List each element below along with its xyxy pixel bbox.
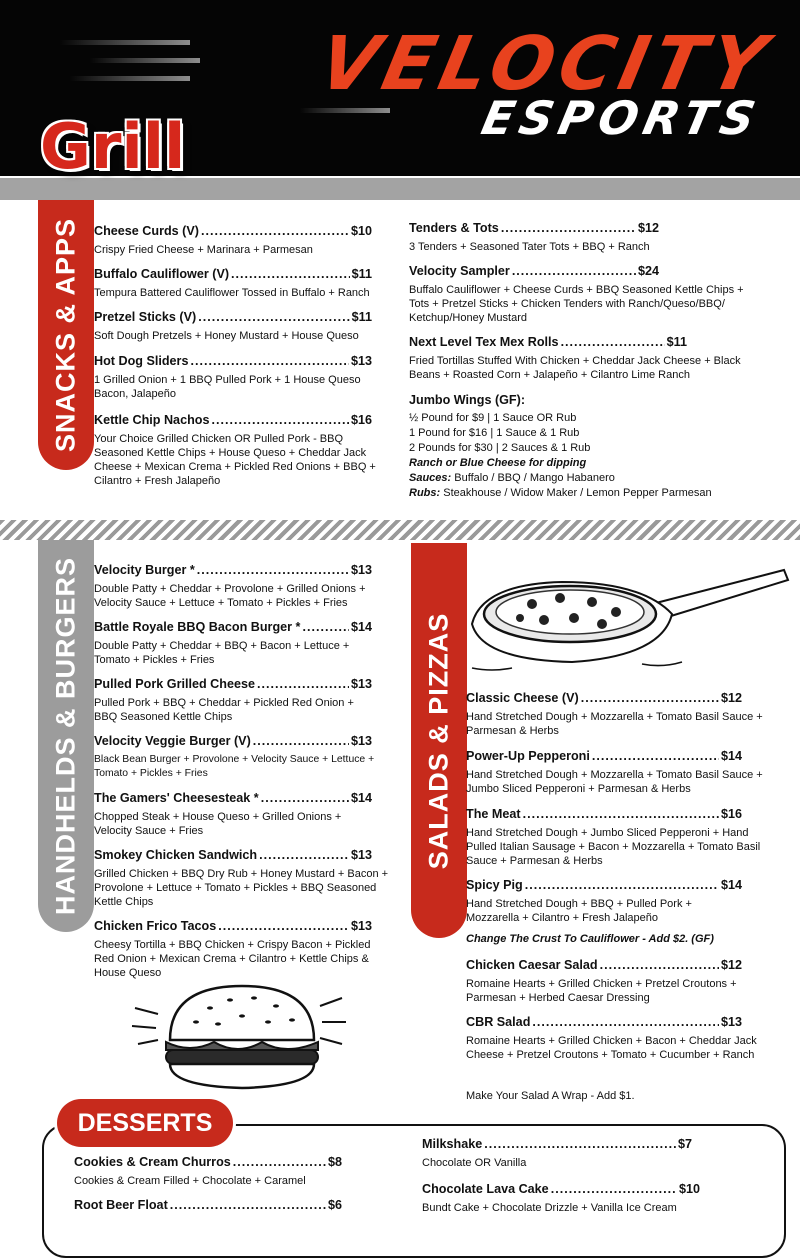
item-description: Fried Tortillas Stuffed With Chicken + Cheddar Jack Cheese + Black Beans + Roasted Corn + Jalapeño + Cilantro Lime Ranch xyxy=(409,355,741,381)
wings-option: ½ Pound for $9 | 1 Sauce OR Rub xyxy=(409,412,577,424)
section-banner-pizzas xyxy=(411,543,467,938)
menu-item xyxy=(466,690,766,738)
wrap-note: Make Your Salad A Wrap - Add $1. xyxy=(466,1090,635,1102)
menu-item xyxy=(94,266,384,300)
menu-item xyxy=(409,263,761,325)
item-description: Bundt Cake + Chocolate Drizzle + Vanilla Ice Cream xyxy=(422,1202,677,1214)
item-description: Cookies & Cream Filled + Chocolate + Caramel xyxy=(74,1175,306,1187)
item-price: $13 xyxy=(350,677,372,691)
item-price: $16 xyxy=(720,807,742,821)
item-description: Black Bean Burger + Provolone + Velocity Sauce + Lettuce + Tomato + Pickles + Fries xyxy=(94,754,375,779)
item-description: Your Choice Grilled Chicken OR Pulled Pork - BBQ Seasoned Kettle Chips + House Queso + Cheddar Jack Cheese + Mexican Crema + Pickled Red Onions + BBQ + Cilantro + Fresh Jalapeño xyxy=(94,433,376,487)
crust-note: Change The Crust To Cauliflower - Add $2. (GF) xyxy=(466,933,714,945)
menu-item xyxy=(409,334,761,382)
item-name: Velocity Burger * xyxy=(94,563,195,577)
section-title-desserts: DESSERTS xyxy=(57,1099,233,1147)
menu-item xyxy=(94,676,379,724)
section-divider xyxy=(0,520,800,540)
item-name: Chocolate Lava Cake xyxy=(422,1182,549,1196)
sauces-list: Buffalo / BBQ / Mango Habanero xyxy=(451,472,615,484)
item-price: $13 xyxy=(350,563,372,577)
menu-item xyxy=(466,806,766,868)
menu-item xyxy=(466,1014,766,1062)
section-title: HANDHELDS & BURGERS xyxy=(50,556,81,916)
menu-item xyxy=(94,733,384,781)
item-name: Jumbo Wings (GF): xyxy=(409,393,526,407)
section-banner-snacks xyxy=(38,200,94,470)
menu-item xyxy=(94,619,374,667)
item-name: Milkshake xyxy=(422,1137,483,1151)
wings-option: 1 Pound for $16 | 1 Sauce & 1 Rub xyxy=(409,427,580,439)
item-price: $10 xyxy=(678,1182,700,1196)
item-name: Chicken Frico Tacos xyxy=(94,919,217,933)
item-price: $13 xyxy=(350,848,372,862)
menu-item xyxy=(94,847,389,909)
item-name: Buffalo Cauliflower (V) xyxy=(94,267,230,281)
item-description: 3 Tenders + Seasoned Tater Tots + BBQ + Ranch xyxy=(409,241,650,253)
item-price: $14 xyxy=(350,620,372,634)
item-description: Chocolate OR Vanilla xyxy=(422,1157,527,1169)
menu-item xyxy=(74,1154,364,1188)
item-name: Root Beer Float xyxy=(74,1198,168,1212)
item-description: Hand Stretched Dough + Mozzarella + Tomato Basil Sauce + Jumbo Sliced Pepperoni + Parmesan & Herbs xyxy=(466,769,763,795)
item-description: Double Patty + Cheddar + BBQ + Bacon + Lettuce + Tomato + Pickles + Fries xyxy=(94,640,350,666)
speed-streak xyxy=(60,40,190,45)
item-price: $6 xyxy=(327,1198,342,1212)
item-price: $11 xyxy=(351,310,372,324)
menu-item xyxy=(94,223,372,257)
menu-item xyxy=(409,220,759,254)
item-price: $8 xyxy=(327,1155,342,1169)
item-name: The Gamers' Cheesesteak * xyxy=(94,791,259,805)
item-price: $12 xyxy=(720,958,742,972)
item-description: Buffalo Cauliflower + Cheese Curds + BBQ Seasoned Kettle Chips + Tots + Pretzel Sticks + Chicken Tenders with Ranch/Queso/BBQ/ Ketchup/Honey Mustard xyxy=(409,284,744,324)
item-name: Battle Royale BBQ Bacon Burger * xyxy=(94,620,301,634)
item-description: 1 Grilled Onion + 1 BBQ Pulled Pork + 1 House Queso Bacon, Jalapeño xyxy=(94,374,361,400)
item-name: Spicy Pig xyxy=(466,878,523,892)
item-description: Hand Stretched Dough + Jumbo Sliced Pepperoni + Hand Pulled Italian Sausage + Bacon + Mozzarella + Tomato Basil Sauce + Parmesan & Herbs xyxy=(466,827,761,867)
brand-logo-esports: ESPORTS xyxy=(477,91,766,145)
item-price: $13 xyxy=(350,734,372,748)
item-description: Hand Stretched Dough + BBQ + Pulled Pork + Mozzarella + Cilantro + Fresh Jalapeño xyxy=(466,898,692,924)
item-description: Chopped Steak + House Queso + Grilled Onions + Velocity Sauce + Fries xyxy=(94,811,342,837)
speed-streak xyxy=(300,108,390,113)
item-description: Romaine Hearts + Grilled Chicken + Pretzel Croutons + Parmesan + Herbed Caesar Dressing xyxy=(466,978,737,1004)
wings-option: 2 Pounds for $30 | 2 Sauces & 1 Rub xyxy=(409,442,591,454)
menu-item xyxy=(94,918,390,980)
item-name: Velocity Sampler xyxy=(409,264,510,278)
pizza-icon xyxy=(462,564,792,684)
menu-item xyxy=(422,1181,722,1215)
item-name: Pulled Pork Grilled Cheese xyxy=(94,677,255,691)
item-name: Next Level Tex Mex Rolls xyxy=(409,335,559,349)
sauces-line xyxy=(409,471,769,486)
item-name: Classic Cheese (V) xyxy=(466,691,579,705)
section-title: SALADS & PIZZAS xyxy=(423,612,454,869)
burger-icon xyxy=(130,978,350,1098)
item-price: $11 xyxy=(351,267,372,281)
rubs-line xyxy=(409,486,769,501)
sauces-label: Sauces: xyxy=(409,472,452,484)
item-name: Pretzel Sticks (V) xyxy=(94,310,197,324)
item-price: $13 xyxy=(350,919,372,933)
item-description: Pulled Pork + BBQ + Cheddar + Pickled Red Onion + BBQ Seasoned Kettle Chips xyxy=(94,697,354,723)
item-price: $16 xyxy=(350,413,372,427)
item-description: Tempura Battered Cauliflower Tossed in Buffalo + Ranch xyxy=(94,287,370,299)
item-description: Cheesy Tortilla + BBQ Chicken + Crispy Bacon + Pickled Red Onion + Mexican Crema + Cilantro + Kettle Chips & House Queso xyxy=(94,939,371,979)
menu-item xyxy=(74,1197,364,1213)
item-name: CBR Salad xyxy=(466,1015,531,1029)
menu-item xyxy=(466,748,786,796)
item-description: Romaine Hearts + Grilled Chicken + Bacon + Cheddar Jack Cheese + Pretzel Croutons + Tomato + Cucumber + Ranch xyxy=(466,1035,757,1061)
page-title: Grill xyxy=(40,110,186,183)
item-name: Power-Up Pepperoni xyxy=(466,749,590,763)
rubs-label: Rubs: xyxy=(409,487,441,499)
item-price: $11 xyxy=(666,335,687,349)
item-name: Velocity Veggie Burger (V) xyxy=(94,734,251,748)
menu-item xyxy=(466,877,746,925)
item-name: The Meat xyxy=(466,807,521,821)
item-description: Double Patty + Cheddar + Provolone + Grilled Onions + Velocity Sauce + Lettuce + Tomato + Pickles + Fries xyxy=(94,583,366,609)
wings-block xyxy=(409,392,769,501)
dipping-note: Ranch or Blue Cheese for dipping xyxy=(409,457,587,469)
menu-item xyxy=(94,353,379,401)
item-name: Hot Dog Sliders xyxy=(94,354,189,368)
item-price: $14 xyxy=(350,791,372,805)
item-name: Cheese Curds (V) xyxy=(94,224,199,238)
item-price: $12 xyxy=(720,691,742,705)
rubs-list: Steakhouse / Widow Maker / Lemon Pepper Parmesan xyxy=(440,487,712,499)
menu-item xyxy=(94,309,374,343)
item-name: Cookies & Cream Churros xyxy=(74,1155,231,1169)
menu-item xyxy=(94,562,374,610)
menu-item xyxy=(466,957,786,1005)
item-price: $7 xyxy=(677,1137,692,1151)
item-price: $10 xyxy=(350,224,372,238)
item-description: Crispy Fried Cheese + Marinara + Parmesan xyxy=(94,244,313,256)
menu-item xyxy=(422,1136,722,1170)
item-price: $14 xyxy=(720,878,742,892)
menu-item xyxy=(94,790,374,838)
item-description: Soft Dough Pretzels + Honey Mustard + House Queso xyxy=(94,330,359,342)
item-description: Grilled Chicken + BBQ Dry Rub + Honey Mustard + Bacon + Provolone + Lettuce + Tomato + Pickles + BBQ Seasoned Kettle Chips xyxy=(94,868,389,908)
item-price: $13 xyxy=(350,354,372,368)
item-price: $12 xyxy=(637,221,659,235)
menu-item xyxy=(94,412,384,488)
item-name: Smokey Chicken Sandwich xyxy=(94,848,258,862)
item-price: $13 xyxy=(720,1015,742,1029)
brand-logo-velocity: VELOCITY xyxy=(311,21,780,107)
item-name: Kettle Chip Nachos xyxy=(94,413,210,427)
item-price: $24 xyxy=(637,264,659,278)
section-banner-burgers xyxy=(38,540,94,932)
item-price: $14 xyxy=(720,749,742,763)
item-description: Hand Stretched Dough + Mozzarella + Tomato Basil Sauce + Parmesan & Herbs xyxy=(466,711,763,737)
section-title: SNACKS & APPS xyxy=(50,217,81,453)
item-name: Chicken Caesar Salad xyxy=(466,958,598,972)
item-name: Tenders & Tots xyxy=(409,221,499,235)
